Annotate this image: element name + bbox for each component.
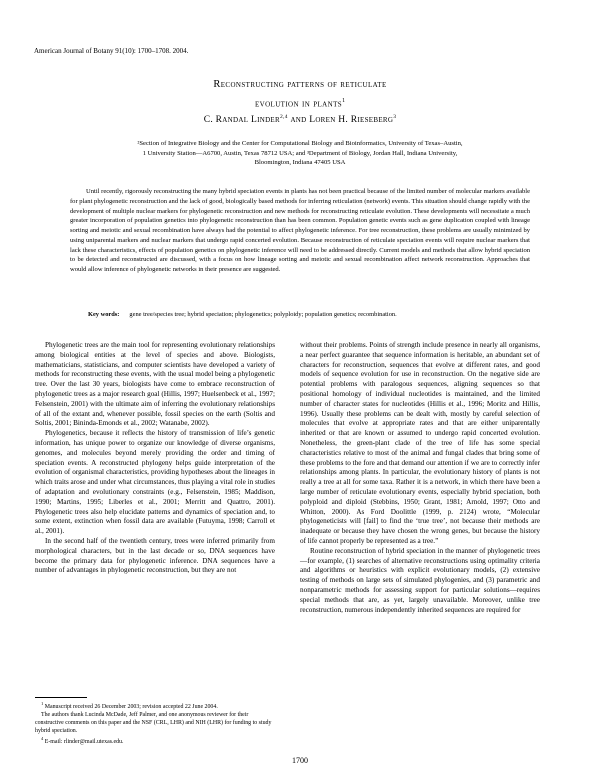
affiliation-line-2: 1 University Station—A6700, Austin, Texas 78712 USA; and ³Department of Biology, Jordan Hall, Indiana University, (142, 149, 458, 157)
affiliation-line-1: ²Section of Integrative Biology and the Center for Computational Biology and Bioinformatics, University of Texas–Austin, (137, 140, 463, 147)
footnote-1 (35, 700, 275, 711)
article-title (0, 77, 600, 113)
footnote-4-mark: 4 (41, 736, 44, 742)
abstract (70, 187, 530, 275)
footnote-1-mark: 1 (41, 701, 44, 706)
footnote-divider (35, 697, 87, 698)
author-1: C. Randal Linder (203, 115, 280, 126)
keywords (88, 311, 538, 318)
author-2-marks: 3 (393, 114, 397, 120)
abstract-text: Until recently, rigorously reconstructing the many hybrid speciation events in plants has not been practical because of the limited number of molecular markers available for plant phylogenetic reconstruction and the lack of good, biologically based methods for inferring reticulation (network) events. This situation should change rapidly with the development of multiple nuclear markers for phylogenetic reconstruction and new methods for reconstructing reticulate evolution. These developments will necessitate a much greater incorporation of population genetics into phylogenetic reconstruction than has been common. Population genetic events such as gene duplication coupled with lineage sorting and meiotic and sexual recombination have always had the potential to affect phylogenetic inference. For tree reconstruction, these problems are usually minimized by using uniparental markers and nuclear markers that undergo rapid concerted evolution. Because reconstruction of reticulate speciation events will require nuclear markers that lack these characteristics, effects of population genetics on phylogenetic inference will need to be addressed directly. Current models and methods that allow hybrid speciation to be detected and reconstructed are discussed, with a focus on how lineage sorting and meiotic and sexual recombination affect network reconstruction. Approaches that would allow inference of phylogenetic networks in their presence are suggested. (70, 188, 530, 273)
keywords-text: gene tree/species tree; hybrid speciation; phylogenetics; polyploidy; population genetics; recombination. (129, 311, 397, 318)
author-list (0, 114, 600, 125)
keywords-label: Key words: (88, 311, 120, 318)
footnote-1-text: Manuscript received 26 December 2003; revision accepted 22 June 2004. (44, 703, 218, 710)
title-line-2: evolution in plants (254, 98, 343, 110)
footnote-4-text: E-mail: rlinder@mail.utexas.edu. (44, 739, 124, 746)
author-2: Loren H. Rieseberg (309, 115, 394, 126)
affiliation-line-3: Bloomington, Indiana 47405 USA (254, 159, 346, 167)
paragraph: Phylogenetic trees are the main tool for representing evolutionary relationships among biological entities at the level of species and above. Biologists, mathematicians, statisticians, and computer scientists have developed a variety of methods for reconstructing these events, with the usual model being a phylogenetic tree. Over the last 30 years, biologists have come to embrace reconstruction of phylogenetic trees as a major research goal (Hillis, 1997; Huelsenbeck et al., 1997; Felsenstein, 2001) with the ultimate aim of inferring the evolutionary relationships of all of the extant and, whenever possible, fossil species on the earth (Soltis and Soltis, 2001; Bininda-Emonds et al., 2002; Watanabe, 2002). (35, 341, 275, 428)
paragraph: Phylogenetics, because it reflects the history of transmission of life’s genetic information, has unique power to organize our knowledge of diverse organisms, genomes, and molecules beyond merely providing the order and timing of speciation events. A reconstructed phylogeny helps guide interpretation of the evolution of organismal characteristics, providing hypotheses about the lineages in which traits arose and under what circumstances, thus playing a vital role in studies of adaptation and evolutionary constraints (e.g., Felsenstein, 1985; Maddison, 1990; Martins, 1995; Liberles et al., 2001; Merritt and Quattro, 2001). Phylogenetic trees also help elucidate patterns and dynamics of speciation and, to some extent, extinction when fossil data are available (Futuyma, 1998; Carroll et al., 2001). (35, 429, 275, 536)
paragraph: Routine reconstruction of hybrid speciation in the manner of phylogenetic trees—for example, (1) searches of alternative reconstructions using optimality criteria and algorithms or heuristics with explicit evolutionary models, (2) extensive testing of methods on large sets of simulated phylogenies, and (3) parametric and nonparametric methods for assessing support for particular solutions—requires special methods that are, as yet, largely unavailable. Moreover, unlike tree reconstruction, numerous independently inherited sequences are required for (300, 546, 540, 614)
body-column-right (300, 341, 540, 615)
paragraph: without their problems. Points of strength include presence in nearly all organisms, a near perfect guarantee that sequence information is heritable, an abundant set of characters for reconstruction, sequences that evolve at different rates, and good models of sequence evolution for use in reconstruction. On the negative side are potential problems with paralogous sequences, aligning sequences so that positional homology of individual nucleotides is maintained, and the limited number of character states for nucleotides (Hillis et al., 1996; Moritz and Hillis, 1996). Usually these problems can be dealt with, mostly by careful selection of molecules that evolve at appropriate rates and that are either uniparentally inherited or that are known or assumed to undergo rapid concerted evolution. Nonetheless, the green-plant clade of the tree of life has some special characteristics relative to most of the animal and fungal clades that bring some of these problems to the fore and that demand our attention if we are to correctly infer relationships among plants. In particular, the evolutionary history of plants is not really a tree at all for some taxa. Rather it is a network, in which there have been a large number of reticulate evolutionary events, especially hybrid speciation, both polyploid and diploid (Stebbins, 1950; Grant, 1981; Arnold, 1997; Otto and Whitton, 2000). As Ford Doolittle (1999, p. 2124) wrote, “Molecular phylogeneticists will [fail] to find the ‘true tree’, not because their methods are inadequate or because they have chosen the wrong genes, but because the history of life cannot properly be represented as a tree.” (300, 341, 540, 545)
footnotes (35, 700, 275, 746)
affiliations (70, 139, 530, 168)
footnote-1-continued: The authors thank Lucinda McDade, Jeff Palmer, and one anonymous reviewer for their constructive comments on this paper and the NSF (CRL, LHR) and NIH (LHR) for funding to study hybrid speciation. (35, 712, 272, 735)
author-conjunction: and (290, 115, 307, 126)
body-column-left (35, 341, 275, 576)
author-1-marks: 2,4 (279, 114, 288, 120)
title-footnote-mark: 1 (342, 98, 346, 104)
paragraph: In the second half of the twentieth century, trees were inferred primarily from morphological characters, but in the last decade or so, DNA sequences have become the primary data for phylogenetic inference. DNA sequences have a number of advantages in phylogenetic reconstruction, but they are not (35, 536, 275, 575)
title-line-1: Reconstructing patterns of reticulate (213, 79, 387, 90)
journal-citation: American Journal of Botany 91(10): 1700–1708. 2004. (34, 47, 189, 55)
page-number: 1700 (292, 756, 308, 765)
footnote-4 (35, 735, 275, 746)
